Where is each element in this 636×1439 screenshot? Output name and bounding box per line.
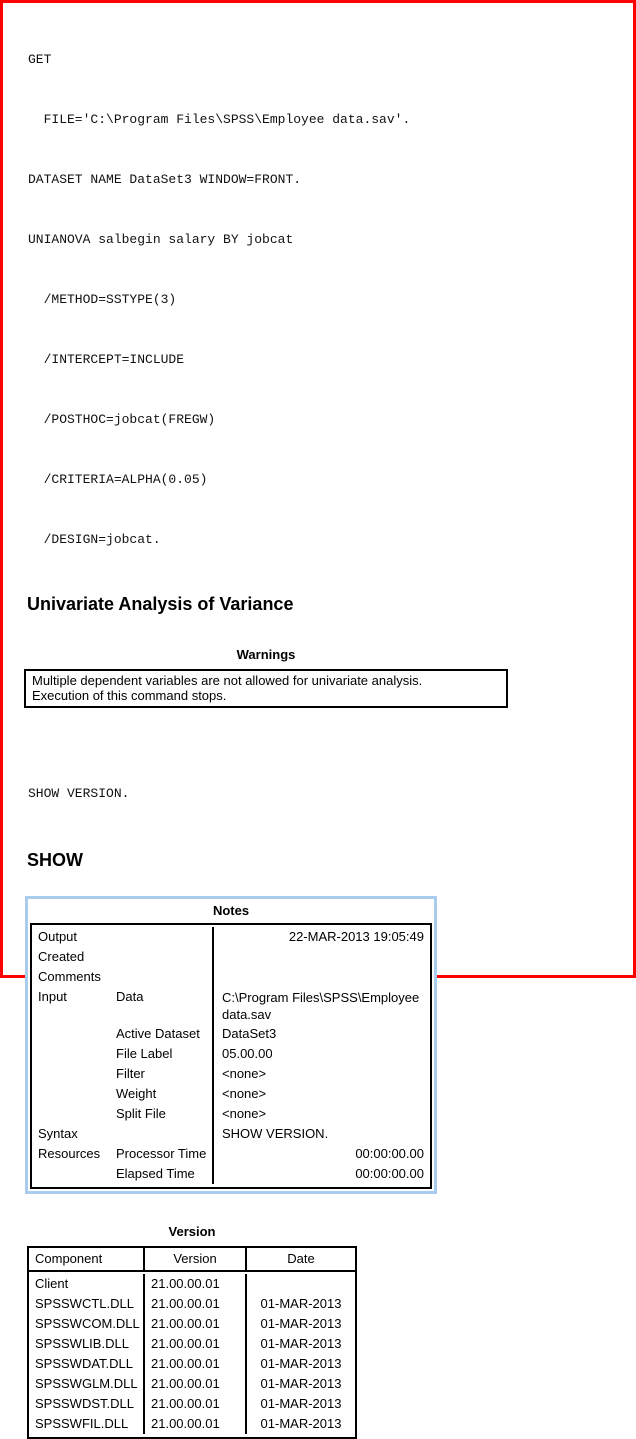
notes-row-value: 05.00.00 xyxy=(212,1044,430,1064)
date-cell: 01-MAR-2013 xyxy=(245,1374,355,1394)
notes-row-label xyxy=(32,1164,116,1184)
component-cell: SPSSWGLM.DLL xyxy=(35,1376,138,1391)
notes-row-label xyxy=(32,1024,116,1044)
version-cell: 21.00.00.01 xyxy=(143,1294,245,1314)
syntax-line: /DESIGN=jobcat. xyxy=(28,532,161,547)
version-cell: 21.00.00.01 xyxy=(143,1414,245,1434)
version-cell: 21.00.00.01 xyxy=(143,1314,245,1334)
date-cell: 01-MAR-2013 xyxy=(245,1314,355,1334)
notes-row-value: <none> xyxy=(212,1084,430,1104)
syntax-log-block xyxy=(28,10,633,570)
notes-row xyxy=(32,927,430,967)
syntax-line: /INTERCEPT=INCLUDE xyxy=(28,352,185,367)
section-heading-show: SHOW xyxy=(27,850,83,870)
notes-row-sublabel: Weight xyxy=(116,1086,157,1101)
syntax-line: FILE='C:\Program Files\SPSS\Employee data.sav'. xyxy=(28,112,411,127)
table-row xyxy=(29,1394,355,1414)
date-cell: 01-MAR-2013 xyxy=(245,1394,355,1414)
date-cell: 01-MAR-2013 xyxy=(245,1354,355,1374)
component-cell: SPSSWDAT.DLL xyxy=(35,1356,134,1371)
notes-row-value: 00:00:00.00 xyxy=(212,1164,430,1184)
notes-row xyxy=(32,1144,430,1164)
notes-row-sublabel: Data xyxy=(116,989,144,1004)
warnings-table-title: Warnings xyxy=(236,647,296,662)
warning-text-line: Multiple dependent variables are not allowed for univariate analysis. xyxy=(32,673,423,688)
syntax-line: SHOW VERSION. xyxy=(28,786,130,801)
notes-row-sublabel: File Label xyxy=(116,1046,173,1061)
notes-row-label: Resources xyxy=(38,1146,101,1161)
syntax-line: GET xyxy=(28,52,52,67)
column-header-date: Date xyxy=(245,1248,355,1270)
notes-row xyxy=(32,967,430,987)
notes-row-sublabel: Split File xyxy=(116,1106,166,1121)
table-row xyxy=(29,1414,355,1434)
component-cell: SPSSWCOM.DLL xyxy=(35,1316,140,1331)
table-row xyxy=(29,1374,355,1394)
component-cell: SPSSWDST.DLL xyxy=(35,1396,134,1411)
notes-row-sublabel xyxy=(116,927,212,967)
version-cell: 21.00.00.01 xyxy=(143,1354,245,1374)
notes-table-title: Notes xyxy=(212,903,250,918)
notes-row-value xyxy=(212,967,430,987)
section-heading-univariate: Univariate Analysis of Variance xyxy=(27,594,294,614)
table-row xyxy=(29,1274,355,1294)
syntax-line: /POSTHOC=jobcat(FREGW) xyxy=(28,412,216,427)
notes-row-sublabel: Processor Time xyxy=(116,1146,207,1161)
component-cell: SPSSWCTL.DLL xyxy=(35,1296,134,1311)
notes-row-label: Input xyxy=(38,989,67,1004)
notes-row xyxy=(32,1084,430,1104)
table-row xyxy=(29,1334,355,1354)
notes-table[interactable] xyxy=(25,896,437,1194)
notes-row-label xyxy=(32,1104,116,1124)
notes-row-sublabel xyxy=(116,1124,212,1144)
date-cell: 01-MAR-2013 xyxy=(245,1334,355,1354)
notes-row-sublabel: Elapsed Time xyxy=(116,1166,195,1181)
date-cell xyxy=(245,1274,355,1294)
table-row xyxy=(29,1314,355,1334)
syntax-line: /METHOD=SSTYPE(3) xyxy=(28,292,177,307)
column-header-component: Component xyxy=(35,1251,103,1266)
notes-row-value: DataSet3 xyxy=(212,1024,430,1044)
version-cell: 21.00.00.01 xyxy=(143,1274,245,1294)
notes-row-value: C:\Program Files\SPSS\Employee data.sav xyxy=(212,987,430,1024)
syntax-line: DATASET NAME DataSet3 WINDOW=FRONT. xyxy=(28,172,302,187)
notes-row-label xyxy=(32,1044,116,1064)
table-row xyxy=(29,1354,355,1374)
notes-row-value: 22-MAR-2013 19:05:49 xyxy=(212,927,430,967)
syntax-line: /CRITERIA=ALPHA(0.05) xyxy=(28,472,208,487)
notes-table-body xyxy=(30,923,432,1189)
warning-text-line: Execution of this command stops. xyxy=(32,688,227,703)
notes-row xyxy=(32,1104,430,1124)
component-cell: SPSSWLIB.DLL xyxy=(35,1336,129,1351)
version-table[interactable] xyxy=(27,1246,357,1439)
notes-row-value: <none> xyxy=(212,1104,430,1124)
notes-row-sublabel: Active Dataset xyxy=(116,1026,200,1041)
notes-row-sublabel: Filter xyxy=(116,1066,145,1081)
notes-row-value: 00:00:00.00 xyxy=(212,1144,430,1164)
notes-row xyxy=(32,1164,430,1184)
notes-row xyxy=(32,1124,430,1144)
notes-row-value: SHOW VERSION. xyxy=(212,1124,430,1144)
version-table-title: Version xyxy=(168,1224,216,1239)
notes-row-label: Syntax xyxy=(38,1126,78,1141)
notes-row-label xyxy=(32,1064,116,1084)
notes-row-value: <none> xyxy=(212,1064,430,1084)
notes-row-sublabel xyxy=(116,967,212,987)
notes-row-label xyxy=(32,1084,116,1104)
notes-row xyxy=(32,987,430,1024)
notes-row-label: Comments xyxy=(38,969,101,984)
version-table-body xyxy=(29,1272,355,1437)
version-table-header xyxy=(29,1248,355,1272)
version-cell: 21.00.00.01 xyxy=(143,1334,245,1354)
syntax-log-block xyxy=(28,744,633,824)
component-cell: Client xyxy=(35,1276,69,1291)
version-cell: 21.00.00.01 xyxy=(143,1374,245,1394)
notes-row xyxy=(32,1044,430,1064)
date-cell: 01-MAR-2013 xyxy=(245,1294,355,1314)
notes-row-label: Output Created xyxy=(38,929,85,964)
component-cell: SPSSWFIL.DLL xyxy=(35,1416,129,1431)
date-cell: 01-MAR-2013 xyxy=(245,1414,355,1434)
column-header-version: Version xyxy=(143,1248,245,1270)
table-row xyxy=(29,1294,355,1314)
notes-row xyxy=(32,1024,430,1044)
notes-row xyxy=(32,1064,430,1084)
version-cell: 21.00.00.01 xyxy=(143,1394,245,1414)
syntax-line: UNIANOVA salbegin salary BY jobcat xyxy=(28,232,294,247)
warnings-table[interactable] xyxy=(24,669,508,708)
